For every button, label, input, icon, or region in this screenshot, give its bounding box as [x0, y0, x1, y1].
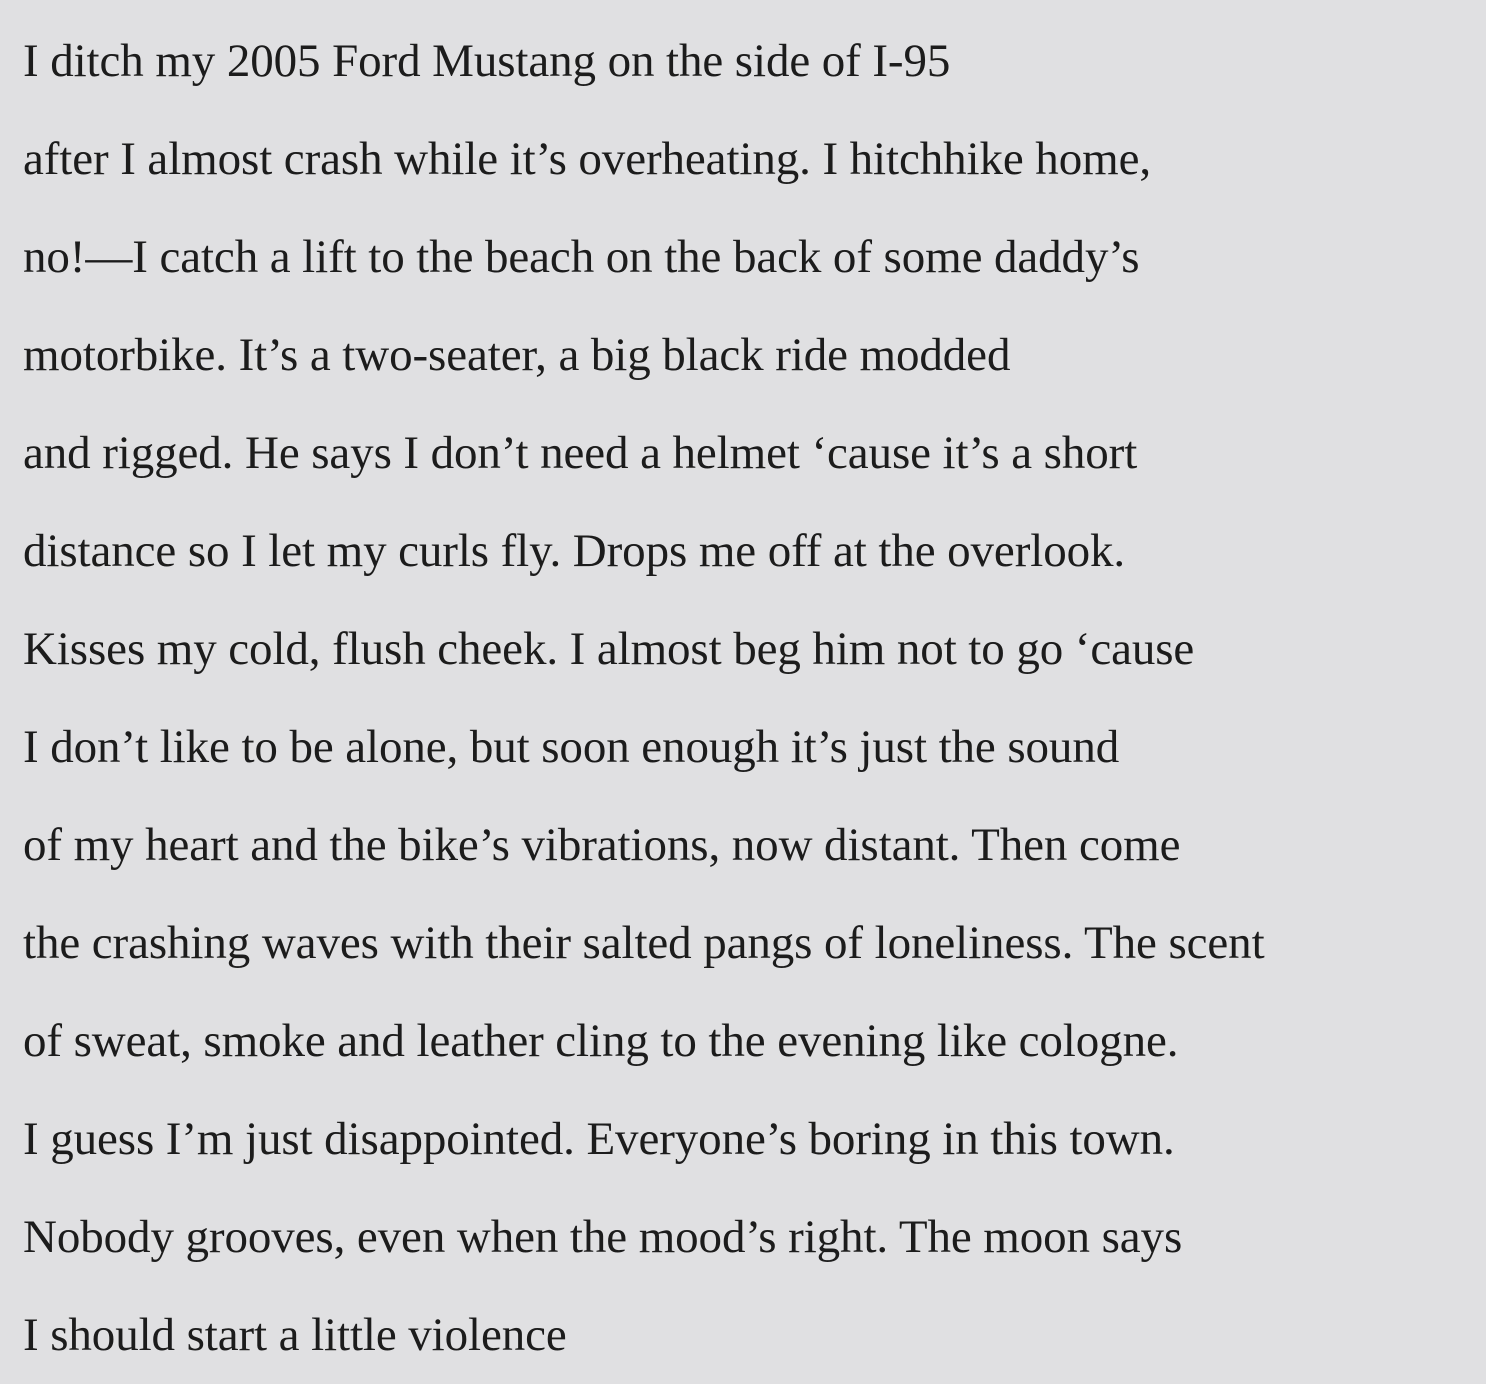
- poem-line-13: Nobody grooves, even when the mood’s right. The moon says: [23, 1211, 1183, 1263]
- poem-line-2: after I almost crash while it’s overheating. I hitchhike home,: [23, 133, 1151, 185]
- poem-line-10: the crashing waves with their salted pangs of loneliness. The scent: [23, 917, 1265, 969]
- poem-line-4: motorbike. It’s a two-seater, a big black ride modded: [23, 329, 1011, 381]
- poem-line-9: of my heart and the bike’s vibrations, now distant. Then come: [23, 819, 1181, 871]
- poem-line-5: and rigged. He says I don’t need a helmet ‘cause it’s a short: [23, 427, 1138, 479]
- poem-line-1: I ditch my 2005 Ford Mustang on the side of I-95: [23, 35, 951, 87]
- poem-line-7: Kisses my cold, flush cheek. I almost beg him not to go ‘cause: [23, 623, 1195, 675]
- poem-line-11: of sweat, smoke and leather cling to the evening like cologne.: [23, 1015, 1179, 1067]
- poem-line-12: I guess I’m just disappointed. Everyone’s boring in this town.: [23, 1113, 1175, 1165]
- poem-line-14: I should start a little violence: [23, 1309, 567, 1361]
- poem-line-3: no!—I catch a lift to the beach on the back of some daddy’s: [23, 231, 1140, 283]
- poem-text: [23, 12, 1265, 1384]
- poem-line-8: I don’t like to be alone, but soon enough it’s just the sound: [23, 721, 1120, 773]
- poem-line-6: distance so I let my curls fly. Drops me off at the overlook.: [23, 525, 1126, 577]
